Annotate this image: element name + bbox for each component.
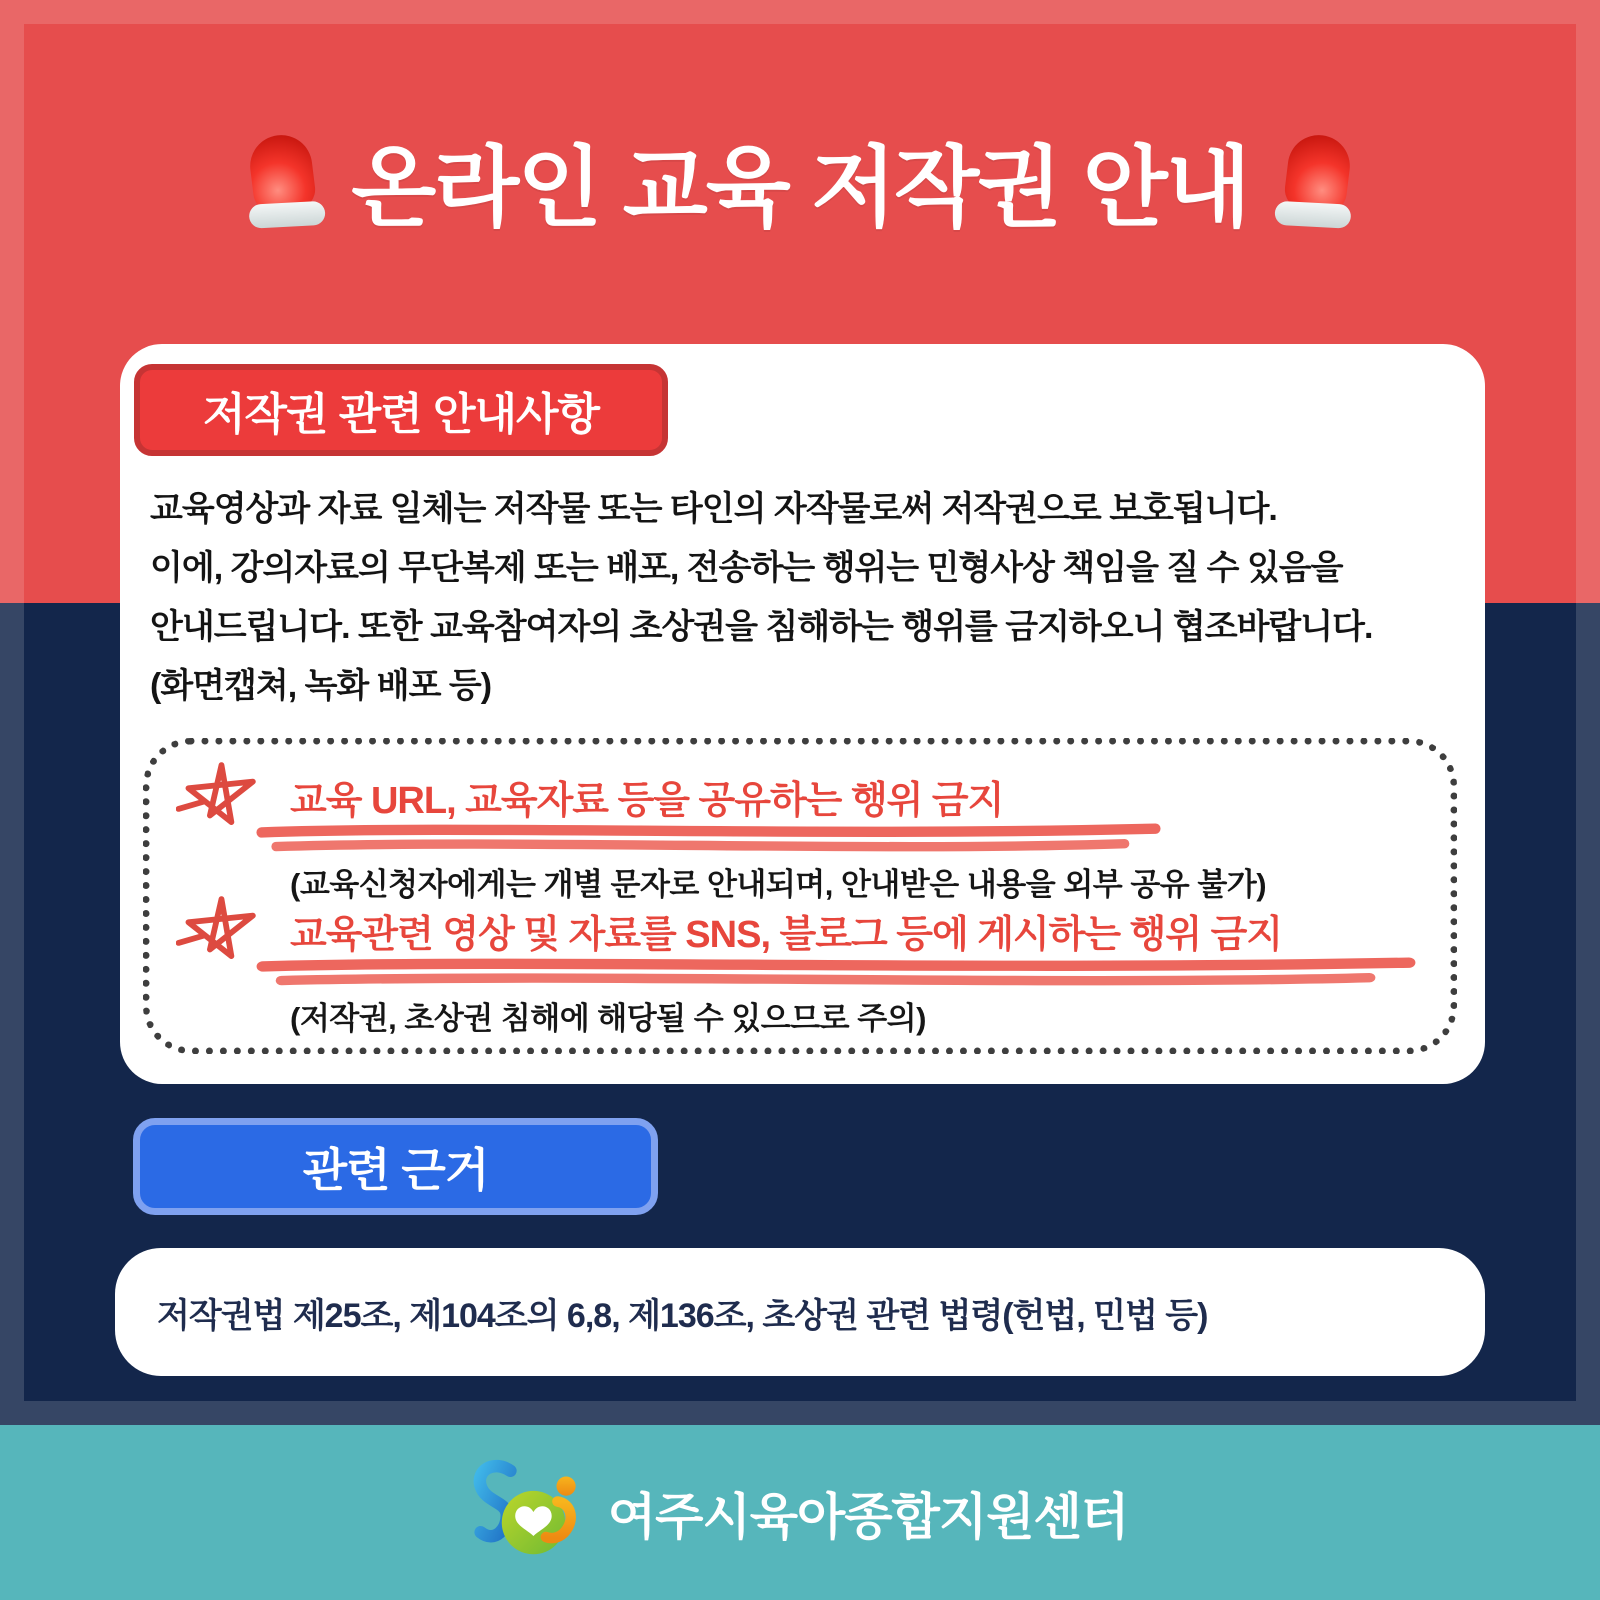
siren-icon <box>245 135 321 227</box>
related-basis-label-button <box>133 1118 658 1215</box>
notice-body-line: 교육영상과 자료 일체는 저작물 또는 타인의 자작물로써 저작권으로 보호됩니다. <box>150 490 1277 528</box>
siren-icon <box>1279 135 1355 227</box>
prohibited-item-heading: 교육 URL, 교육자료 등을 공유하는 행위 금지 <box>290 780 1004 822</box>
poster-header <box>0 118 1600 244</box>
footer <box>0 1425 1600 1600</box>
notice-section-badge-label: 저작권 관련 안내사항 <box>203 390 599 439</box>
organization-name: 여주시육아종합지원센터 <box>607 1488 1129 1545</box>
legal-basis-text: 저작권법 제25조, 제104조의 6,8, 제136조, 초상권 관련 법령(헌법, 민법 등) <box>157 1296 1208 1335</box>
prohibited-item-note: (교육신청자에게는 개별 문자로 안내되며, 안내받은 내용을 외부 공유 불가) <box>290 867 1267 902</box>
hand-drawn-star-icon <box>176 895 262 971</box>
hand-drawn-star-icon <box>176 761 262 837</box>
center-logo-icon <box>472 1459 592 1567</box>
notice-body-line: 안내드립니다. 또한 교육참여자의 초상권을 침해하는 행위를 금지하오니 협조바랍니다. <box>150 608 1373 646</box>
related-basis-label: 관련 근거 <box>302 1143 489 1196</box>
copyright-notice-card <box>120 344 1485 1084</box>
prohibited-item-heading: 교육관련 영상 및 자료를 SNS, 블로그 등에 게시하는 행위 금지 <box>290 914 1282 956</box>
rough-underline <box>256 823 1161 855</box>
page-title: 온라인 교육 저작권 안내 <box>351 138 1249 237</box>
rough-underline <box>256 957 1416 989</box>
legal-basis-box <box>115 1248 1485 1376</box>
notice-body <box>150 480 1460 716</box>
notice-body-line: (화면캡쳐, 녹화 배포 등) <box>150 667 492 705</box>
prohibited-item-note: (저작권, 초상권 침해에 해당될 수 있으므로 주의) <box>290 1001 926 1036</box>
prohibited-actions-box <box>143 738 1457 1054</box>
notice-body-line: 이에, 강의자료의 무단복제 또는 배포, 전송하는 행위는 민형사상 책임을 질 수 있음을 <box>150 549 1343 587</box>
notice-section-badge <box>134 364 668 456</box>
